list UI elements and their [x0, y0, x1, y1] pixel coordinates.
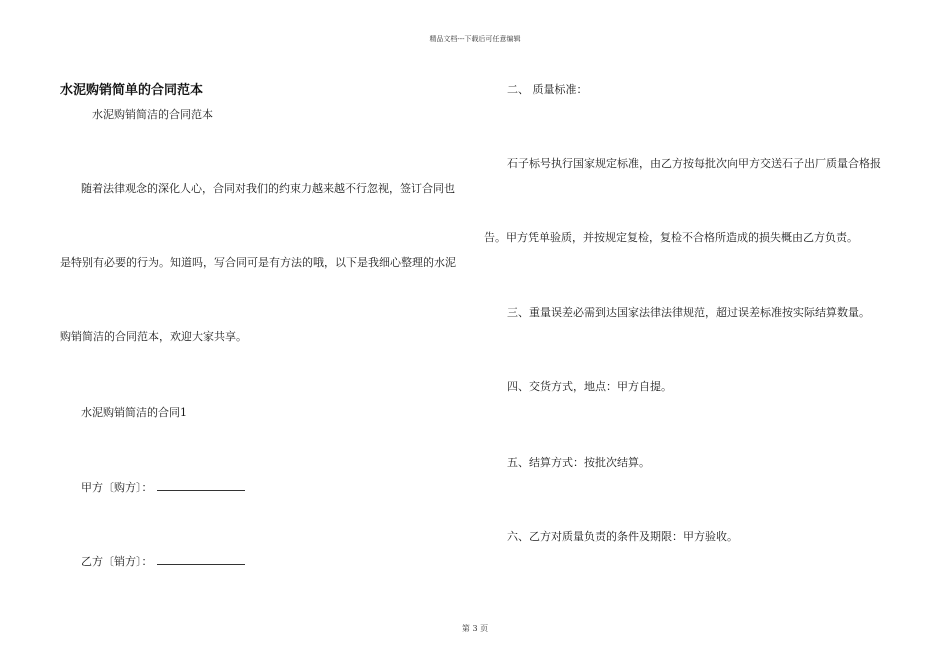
document-subtitle: 水泥购销简洁的合同范本 — [92, 108, 213, 121]
clause-4: 四、交货方式，地点：甲方自提。 — [507, 380, 672, 393]
intro-paragraph-line: 是特别有必要的行为。知道吗，写合同可是有方法的哦，以下是我细心整理的水泥 — [60, 256, 456, 269]
clause-6: 六、乙方对质量负责的条件及期限：甲方验收。 — [507, 530, 738, 543]
document-title: 水泥购销简单的合同范本 — [60, 83, 204, 98]
contract-heading: 水泥购销简洁的合同1 — [81, 406, 187, 419]
clause-2-text-line: 告。甲方凭单验质，并按规定复检，复检不合格所造成的损失概由乙方负责。 — [484, 231, 858, 244]
party-b-label: 乙方〔销方〕： — [81, 555, 153, 568]
clause-5: 五、结算方式：按批次结算。 — [507, 456, 650, 469]
party-b-blank-line — [157, 553, 245, 565]
clause-2-heading: 二、 质量标准： — [507, 83, 588, 96]
party-b-row — [81, 553, 245, 569]
page-number: 第 3 页 — [461, 624, 489, 633]
intro-paragraph-line: 购销简洁的合同范本，欢迎大家共享。 — [60, 330, 247, 343]
party-a-blank-line — [157, 479, 245, 491]
party-a-label: 甲方〔购方〕： — [81, 481, 153, 494]
page-header: 精品文档---下载后可任意编辑 — [429, 35, 521, 43]
clause-3: 三、重量误差必需到达国家法律法律规范，超过误差标准按实际结算数量。 — [507, 306, 870, 319]
intro-paragraph-line: 随着法律观念的深化人心，合同对我们的约束力越来越不行忽视，签订合同也 — [81, 182, 455, 195]
party-a-row — [81, 479, 245, 495]
clause-2-text-line: 石子标号执行国家规定标准，由乙方按每批次向甲方交送石子出厂质量合格报 — [507, 157, 881, 170]
